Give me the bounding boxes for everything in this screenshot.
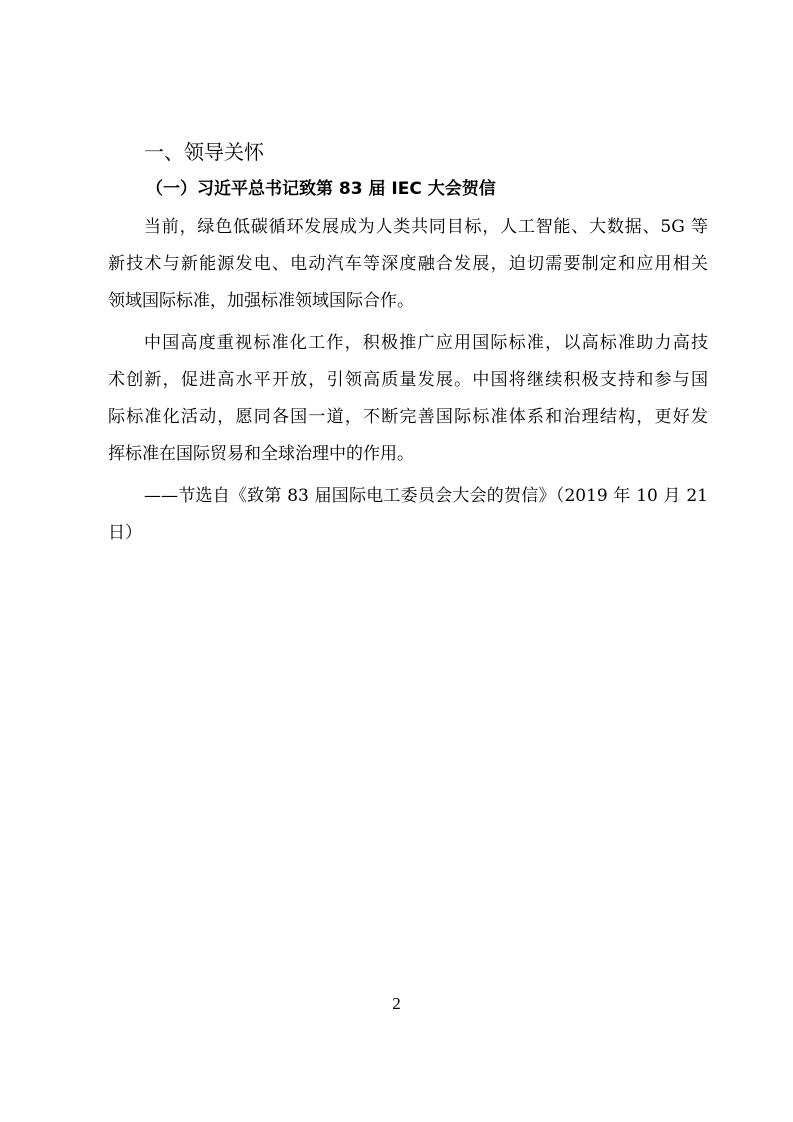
paragraph-1-line-2: 新技术与新能源发电、电动汽车等深度融合发展，迫切需要制定和应用相关 xyxy=(108,254,708,274)
paragraph-2-line-4: 挥标准在国际贸易和全球治理中的作用。 xyxy=(108,444,414,464)
page-number: 2 xyxy=(392,994,401,1013)
paragraph-2-line-1: 中国高度重视标准化工作，积极推广应用国际标准，以高标准助力高技 xyxy=(144,333,708,353)
subsection-heading: （一）习近平总书记致第 83 届 IEC 大会贺信 xyxy=(146,179,496,199)
paragraph-2-line-3: 际标准化活动，愿同各国一道，不断完善国际标准体系和治理结构，更好发 xyxy=(108,407,708,427)
citation-line-2: 日） xyxy=(108,523,142,543)
section-heading: 一、领导关怀 xyxy=(144,140,264,164)
paragraph-2-line-2: 术创新，促进高水平开放，引领高质量发展。中国将继续积极支持和参与国 xyxy=(108,370,708,390)
paragraph-1-line-3: 领域国际标准，加强标准领域国际合作。 xyxy=(108,291,414,311)
paragraph-1-line-1: 当前，绿色低碳循环发展成为人类共同目标，人工智能、大数据、5G 等 xyxy=(144,217,708,237)
citation-line-1: ——节选自《致第 83 届国际电工委员会大会的贺信》（2019 年 10 月 21 xyxy=(144,486,708,506)
